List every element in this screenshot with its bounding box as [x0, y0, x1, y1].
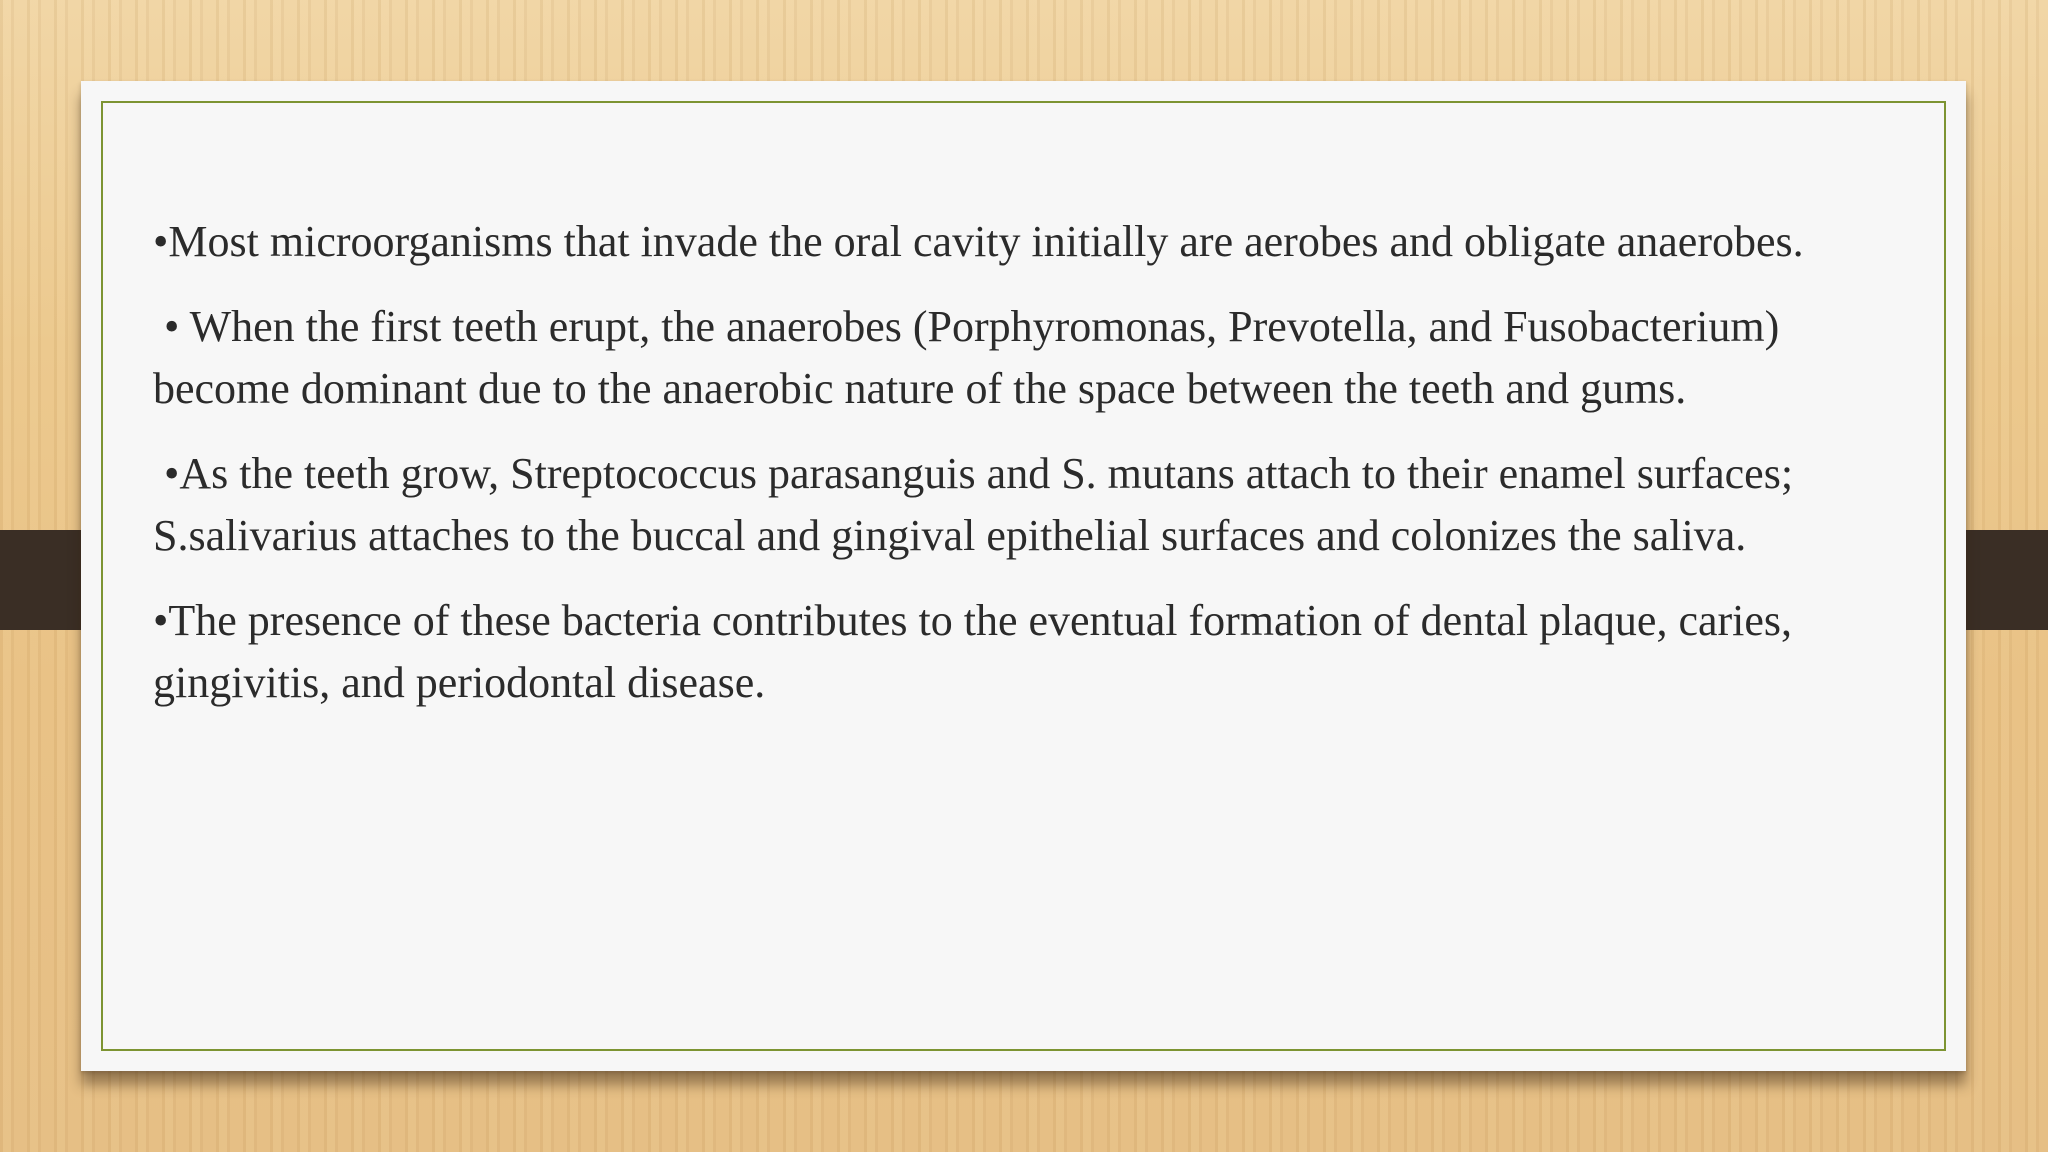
bullet-paragraph-2: • When the first teeth erupt, the anaerobes (Porphyromonas, Prevotella, and Fusobacterium) become dominant due to the anaerobic nature of the space between the teeth and gums. — [153, 302, 1791, 413]
bullet-paragraph-1: •Most microorganisms that invade the oral cavity initially are aerobes and obligate anaerobes. — [153, 217, 1804, 266]
slide-body — [153, 211, 1913, 737]
slide-card — [81, 81, 1966, 1071]
bullet-paragraph-4: •The presence of these bacteria contributes to the eventual formation of dental plaque, caries, gingivitis, and periodontal disease. — [153, 596, 1804, 707]
bullet-paragraph-3: •As the teeth grow, Streptococcus parasanguis and S. mutans attach to their enamel surfaces; S.salivarius attaches to the buccal and gingival epithelial surfaces and colonizes the saliva. — [153, 449, 1805, 560]
